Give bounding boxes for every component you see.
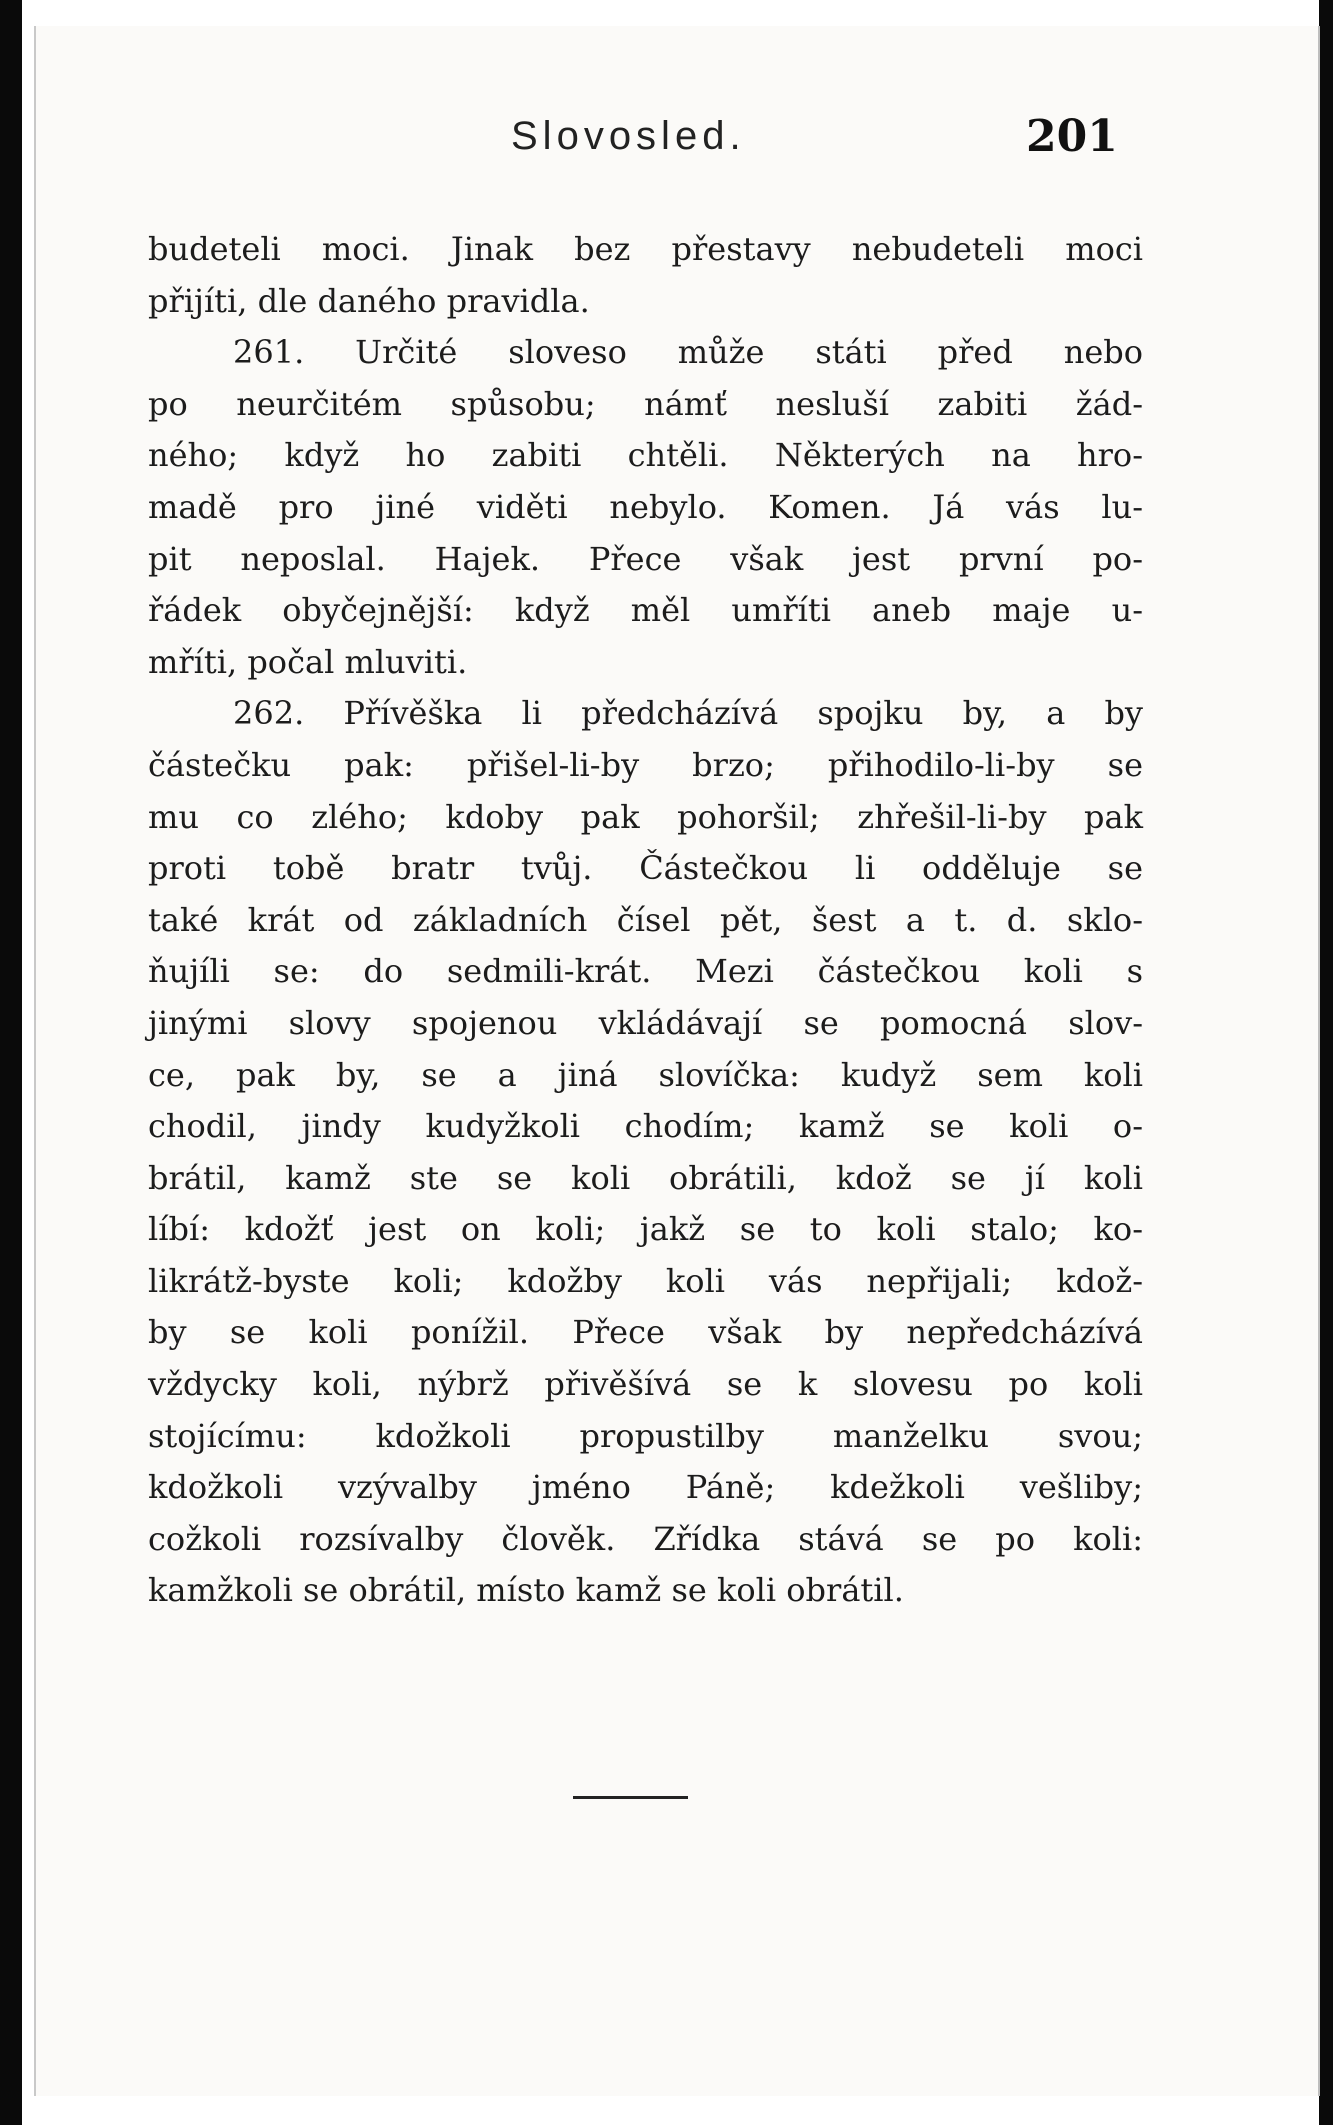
text-line: kamžkoli se obrátil, místo kamž se koli obrátil.: [148, 1571, 904, 1610]
section-end-rule: [573, 1796, 688, 1799]
text-line: cožkoli rozsívalby člověk. Zřídka stává se po koli:: [148, 1519, 1143, 1558]
paragraph-262: [148, 688, 1143, 1617]
running-head: Slovosled.: [511, 114, 746, 158]
book-page: [34, 26, 1320, 2096]
text-line: proti tobě bratr tvůj. Částečkou li odděluje se: [148, 849, 1143, 888]
paragraph-261: [148, 327, 1143, 688]
page-number: 201: [1026, 111, 1118, 162]
page-header: [36, 111, 1318, 174]
text-line: částečku pak: přišel-li-by brzo; přihodilo-li-by se: [148, 745, 1143, 784]
text-line: také krát od základních čísel pět, šest a t. d. sklo-: [148, 900, 1143, 939]
text-line: přijíti, dle daného pravidla.: [148, 281, 590, 320]
text-line: chodil, jindy kudyžkoli chodím; kamž se koli o-: [148, 1107, 1143, 1146]
text-line: řádek obyčejnější: když měl umříti aneb maje u-: [148, 591, 1143, 630]
paragraph: [148, 224, 1143, 327]
text-line: budeteli moci. Jinak bez přestavy nebudeteli moci: [148, 230, 1143, 268]
text-line: po neurčitém spůsobu; námť nesluší zabiti žád-: [148, 384, 1143, 423]
text-line: stojícímu: kdožkoli propustilby manželku svou;: [148, 1416, 1143, 1455]
text-line: brátil, kamž ste se koli obrátili, kdož se jí koli: [148, 1158, 1143, 1197]
text-line: by se koli ponížil. Přece však by nepředcházívá: [148, 1313, 1143, 1352]
text-line: mu co zlého; kdoby pak pohoršil; zhřešil-li-by pak: [148, 797, 1143, 836]
text-line: pit neposlal. Hajek. Přece však jest první po-: [148, 539, 1143, 578]
text-line: mříti, počal mluviti.: [148, 642, 468, 681]
text-line: ného; když ho zabiti chtěli. Některých na hro-: [148, 436, 1143, 475]
text-line: likrátž-byste koli; kdožby koli vás nepřijali; kdož-: [148, 1261, 1143, 1300]
text-line: ce, pak by, se a jiná slovíčka: kudyž sem koli: [148, 1055, 1143, 1094]
text-line: madě pro jiné viděti nebylo. Komen. Já vás lu-: [148, 487, 1143, 526]
scan-border-right: [1319, 0, 1333, 2125]
text-line: 262. Přívěška li předcházívá spojku by, a by: [233, 694, 1143, 733]
scan-border-left: [0, 0, 22, 2125]
text-line: vždycky koli, nýbrž přivěšívá se k slovesu po koli: [148, 1365, 1143, 1404]
body-text: [148, 224, 1143, 1617]
text-line: kdožkoli vzývalby jméno Páně; kdežkoli vešliby;: [148, 1468, 1143, 1507]
text-line: 261. Určité sloveso může státi před nebo: [233, 333, 1143, 372]
text-line: ňujíli se: do sedmili-krát. Mezi částečkou koli s: [148, 952, 1143, 991]
text-line: jinými slovy spojenou vkládávají se pomocná slov-: [148, 1003, 1143, 1042]
text-line: líbí: kdožť jest on koli; jakž se to koli stalo; ko-: [148, 1210, 1143, 1249]
